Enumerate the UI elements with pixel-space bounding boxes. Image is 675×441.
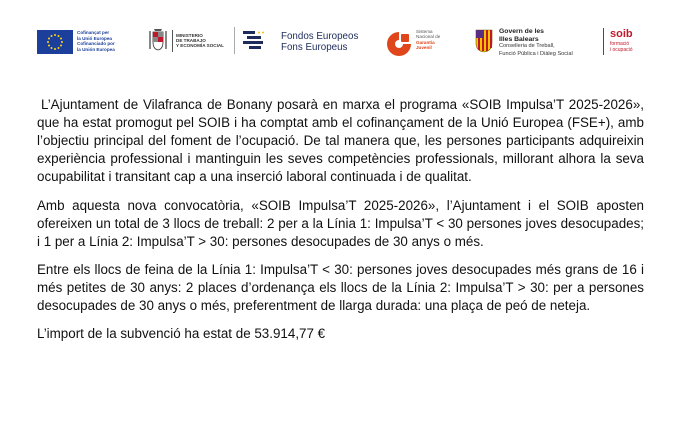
paragraph-subsidy-amount: L’import de la subvenció ha estat de 53.914,77 € bbox=[37, 326, 326, 341]
logo-strip bbox=[0, 0, 675, 80]
spain-coat-of-arms-icon bbox=[148, 28, 168, 54]
paragraph-positions-offered: Amb aquesta nova convocatòria, «SOIB Impulsa’T 2025-2026», l’Ajuntament i el SOIB aposten ofereixen un total de 3 llocs de treball: 2 per a la Línia 1: Impulsa’T < 30 persones joves desocupades; i 1 per a Línia 2: Impulsa’T > 30: persones desocupades de 30 anys o més. bbox=[37, 198, 644, 249]
eu-flag-icon bbox=[37, 30, 73, 54]
soib-subtitle bbox=[610, 41, 633, 53]
eu-logo-text bbox=[77, 30, 143, 52]
eu-line-1: Cofinançat per bbox=[77, 30, 110, 35]
soib-name: soib bbox=[610, 28, 633, 40]
eu-cofinancing-logo bbox=[37, 30, 141, 56]
eu-line-3: Cofinanciado por bbox=[77, 41, 115, 47]
gj-line-2: Nacional de bbox=[416, 34, 441, 40]
ministry-separator bbox=[172, 30, 173, 52]
paragraph-job-details: Entre els llocs de feina de la Línia 1: Impulsa’T < 30: persones joves desocupades més grans de 16 i més petites de 30 anys: 2 places d’ordenança els llocs de la Línia 2: Impulsa’T > 30: per a persones desocupades de 30 anys o més, preferentment de llarga durada: una plaça de peó de neteja. bbox=[37, 262, 644, 313]
eu-line-2: la Unió Europea bbox=[77, 35, 112, 41]
garantia-juvenil-icon bbox=[385, 30, 413, 58]
soib-logo bbox=[610, 28, 655, 58]
fondos-europeos-icon bbox=[243, 31, 277, 51]
logo-divider bbox=[234, 27, 235, 54]
govern-title-line-1: Govern de les bbox=[499, 28, 544, 35]
garantia-juvenil-logo bbox=[385, 28, 455, 58]
eu-line-4: la Unión Europea bbox=[77, 46, 115, 52]
garantia-juvenil-text bbox=[416, 29, 440, 51]
fondos-line-1: Fondos Europeos bbox=[281, 31, 359, 42]
soib-sub-line-2: i ocupació bbox=[610, 47, 633, 53]
fondos-europeos-text bbox=[281, 31, 358, 53]
govern-sub-line-2: Funció Pública i Diàleg Social bbox=[499, 50, 573, 57]
soib-separator bbox=[603, 28, 604, 55]
ministry-line-2: DE TRABAJO bbox=[176, 38, 206, 44]
announcement-body bbox=[37, 96, 644, 353]
govern-illes-balears-logo bbox=[475, 28, 600, 68]
govern-text bbox=[499, 28, 573, 58]
ministry-line-3: Y ECONOMÍA SOCIAL bbox=[176, 43, 224, 49]
govern-sub-line-1: Conselleria de Treball, bbox=[499, 43, 555, 50]
ministry-line-1: MINISTERIO bbox=[176, 33, 203, 38]
soib-sub-line-1: formació bbox=[610, 41, 630, 47]
gj-line-1: Sistema bbox=[416, 29, 433, 34]
ministry-text bbox=[176, 33, 224, 49]
paragraph-program-intro: L’Ajuntament de Vilafranca de Bonany posarà en marxa el programa «SOIB Impulsa’T 2025-2026», que ha estat promogut pel SOIB i ha comptat amb el cofinançament de la Unió Europea (FSE+), amb l’objectiu principal del foment de l’ocupació. De tal manera que, les persones participants adquireixin experiència professional i mantinguin les seves competències professionals, millorant alhora la seva ocupabilitat i transitant cap a una inserció laboral continuada i de qualitat. bbox=[37, 97, 644, 184]
gj-line-3: Garantía bbox=[416, 39, 435, 45]
balearic-shield-icon bbox=[475, 29, 493, 53]
fondos-europeos-logo bbox=[243, 27, 363, 55]
ministry-logo bbox=[148, 27, 232, 57]
fondos-line-2: Fons Europeus bbox=[281, 42, 348, 53]
gj-line-4: Juvenil bbox=[416, 45, 432, 51]
govern-title-line-2: Illes Balears bbox=[499, 35, 539, 43]
